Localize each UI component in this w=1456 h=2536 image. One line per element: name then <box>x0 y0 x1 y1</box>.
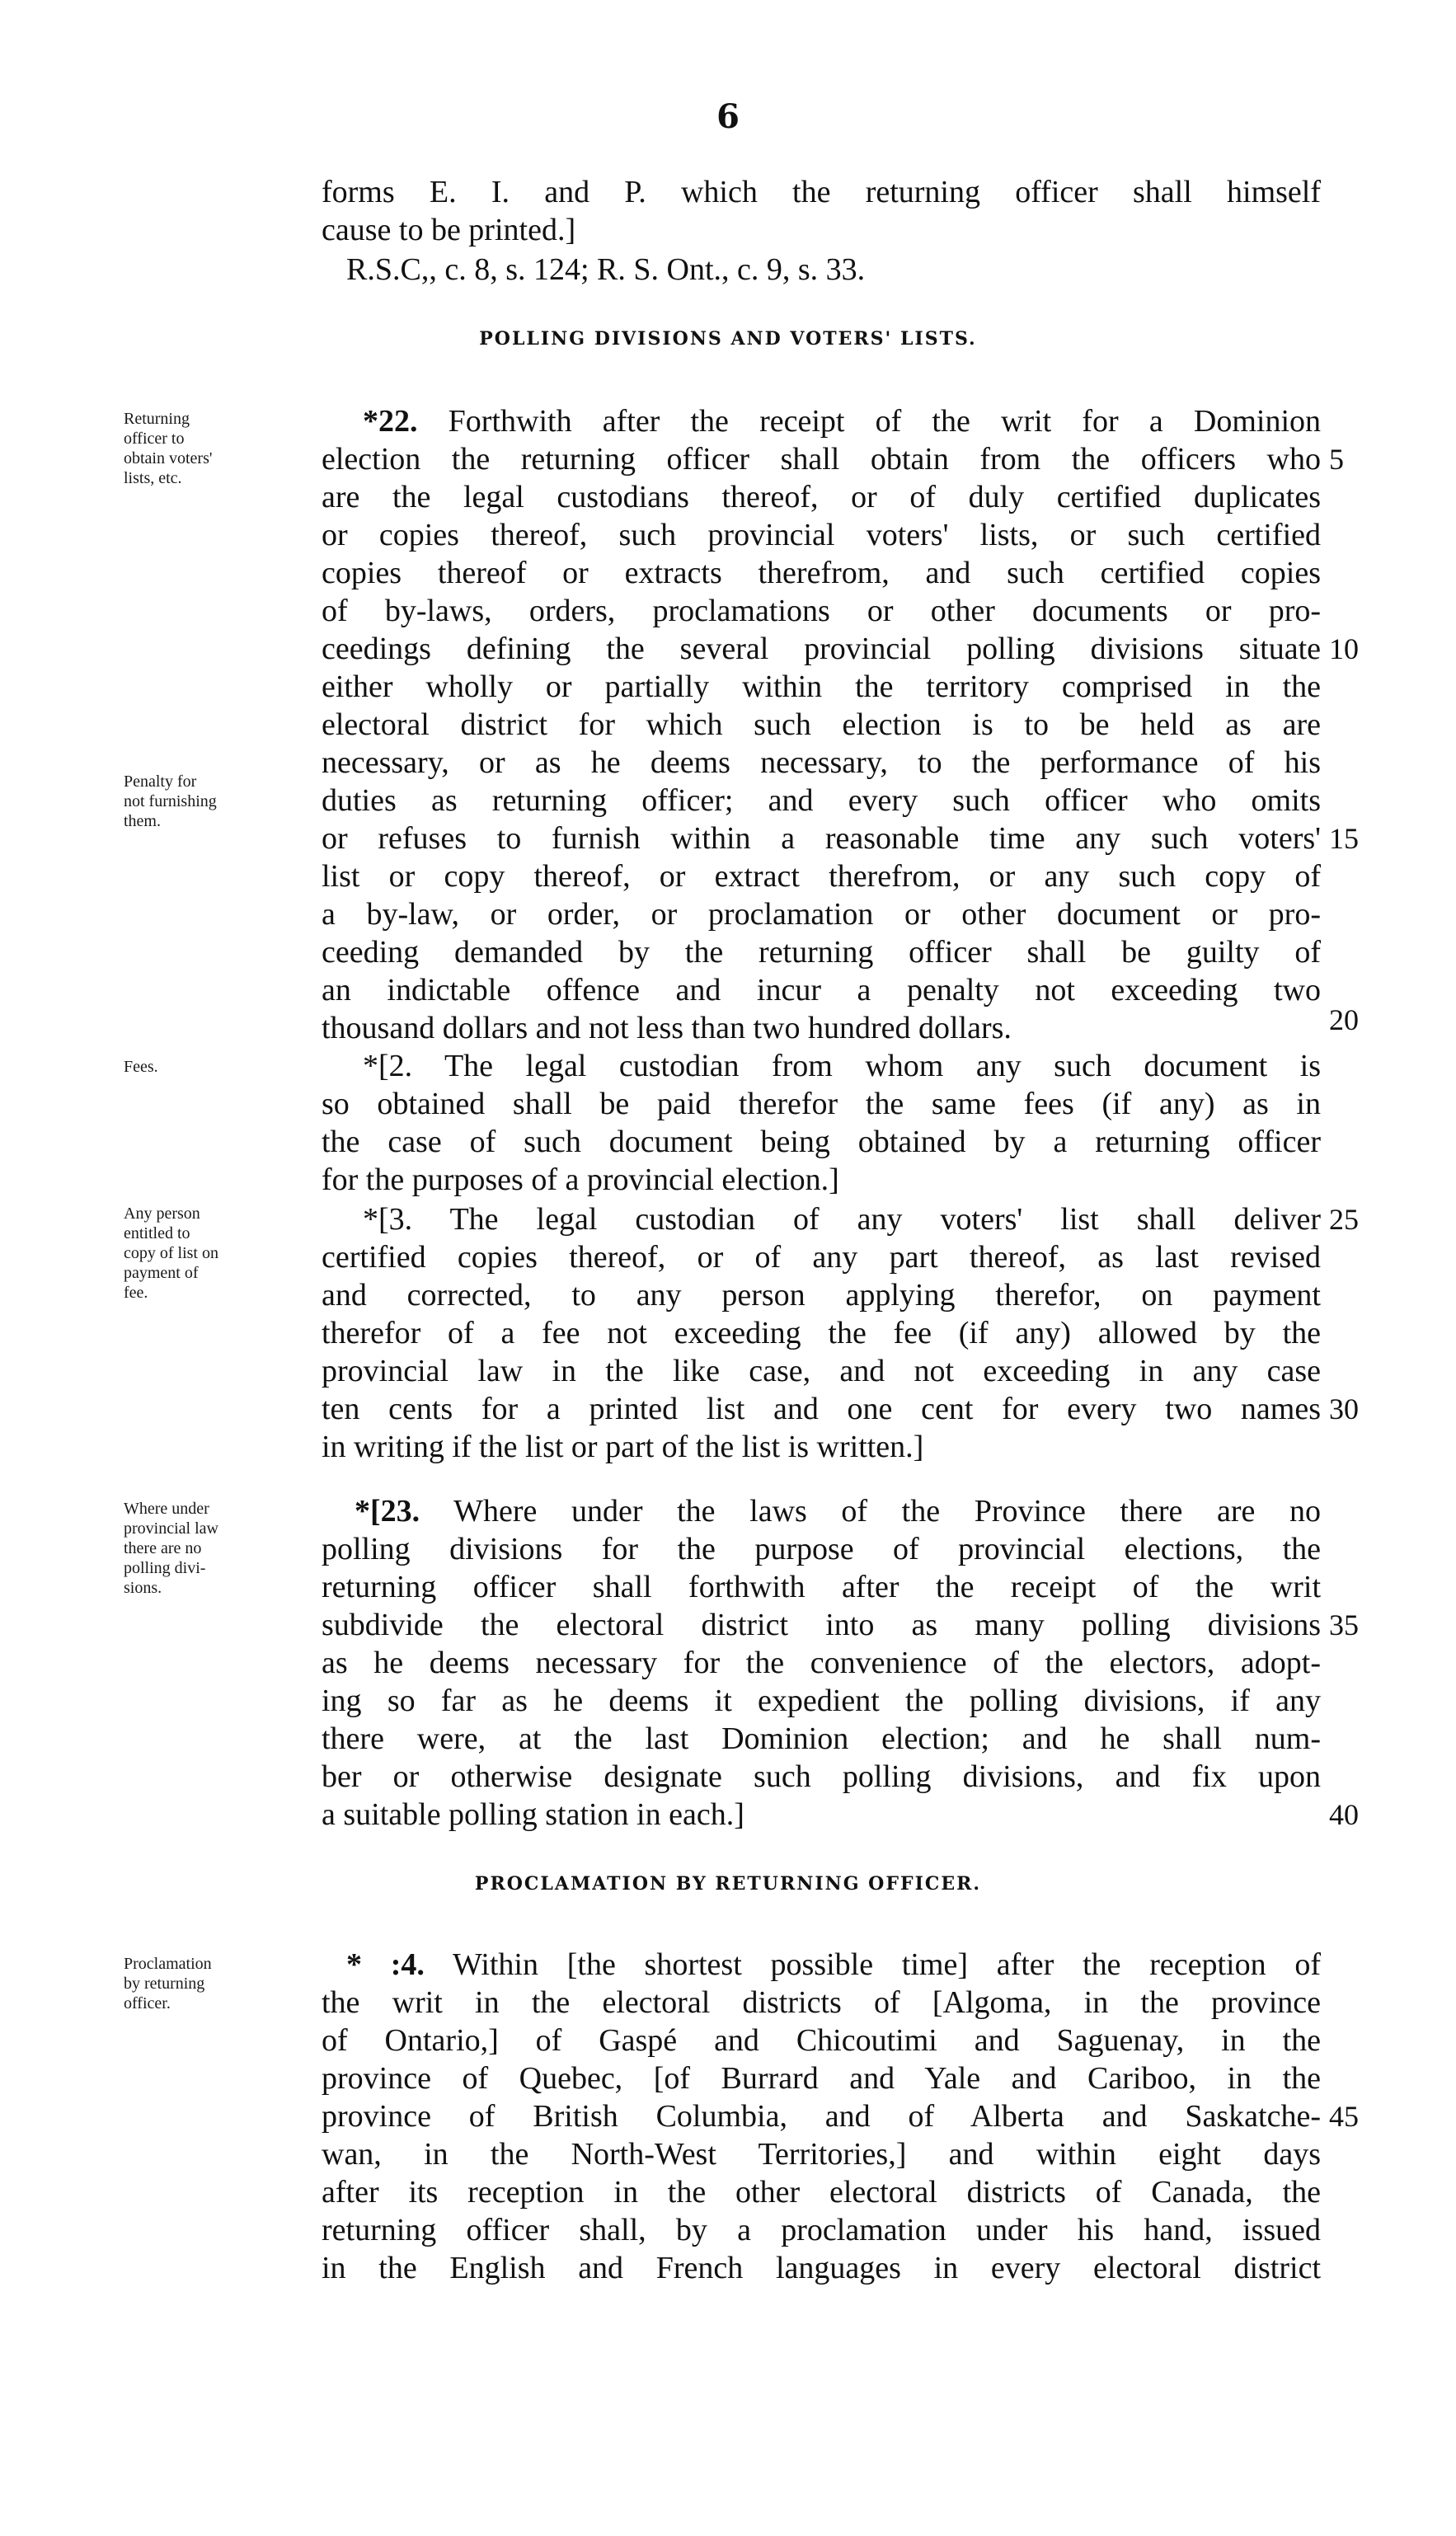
margin-note-penalty <box>124 772 313 831</box>
margin-note-line: fee. <box>124 1284 148 1302</box>
margin-note-returning-officer <box>124 409 313 488</box>
line-number: 25 <box>1329 1203 1359 1236</box>
margin-note-line: payment of <box>124 1264 199 1282</box>
margin-note-line: lists, etc. <box>124 469 182 487</box>
section-24-line: the writ in the electoral districts of [Algoma, in the province <box>322 1985 1321 2020</box>
section-22-text: Forthwith after the receipt of the writ for a Dominion <box>448 404 1322 439</box>
margin-note-line: them. <box>124 812 161 830</box>
subsection-3-line: ten cents for a printed list and one cent for every two names <box>322 1392 1321 1426</box>
subsection-2-line: *[2. The legal custodian from whom any such document is <box>363 1049 1321 1083</box>
section-22-line: duties as returning officer; and every such officer who omits <box>322 783 1321 818</box>
section-23-mark: *[23. <box>355 1494 420 1529</box>
section-23-line: subdivide the electoral district into as many polling divisions <box>322 1608 1321 1642</box>
margin-note-line: entitled to <box>124 1224 190 1242</box>
margin-note-line: officer to <box>124 430 185 448</box>
intro-line: cause to be printed.] <box>322 213 576 247</box>
section-24-line: after its reception in the other electoral districts of Canada, the <box>322 2175 1321 2210</box>
margin-note-fees <box>124 1057 313 1077</box>
subsection-3-line: certified copies thereof, or of any part thereof, as last revised <box>322 1240 1321 1275</box>
line-number: 20 <box>1329 1003 1359 1036</box>
margin-note-line: not furnishing <box>124 792 217 810</box>
margin-note-line: Returning <box>124 410 190 428</box>
margin-note-where-under <box>124 1499 313 1598</box>
section-22-line: either wholly or partially within the territory comprised in the <box>322 669 1321 704</box>
section-22-line: or refuses to furnish within a reasonable time any such voters' <box>322 821 1321 856</box>
section-23-line: ber or otherwise designate such polling divisions, and fix upon <box>322 1759 1321 1794</box>
margin-note-line: Where under <box>124 1500 209 1518</box>
section-23-line: ing so far as he deems it expedient the polling divisions, if any <box>322 1684 1321 1718</box>
section-22-line: election the returning officer shall obtain from the officers who <box>322 442 1321 477</box>
section-22-line: an indictable offence and incur a penalty not exceeding two <box>322 973 1321 1007</box>
section-22-line: a by-law, or order, or proclamation or other document or pro- <box>322 897 1321 932</box>
section-24-line: in the English and French languages in every electoral district <box>322 2251 1321 2285</box>
line-number: 15 <box>1329 822 1359 855</box>
section-23-line: a suitable polling station in each.] <box>322 1797 744 1832</box>
section-22-line-1 <box>363 402 1321 440</box>
section-23-line: returning officer shall forthwith after the receipt of the writ <box>322 1570 1321 1604</box>
section-22-line: ceeding demanded by the returning officer shall be guilty of <box>322 935 1321 970</box>
margin-note-line: sions. <box>124 1579 162 1597</box>
margin-note-line: officer. <box>124 1994 171 2012</box>
section-23-line-1 <box>355 1492 1321 1530</box>
section-22-line: or copies thereof, such provincial voters' lists, or such certified <box>322 518 1321 552</box>
section-22-line: of by-laws, orders, proclamations or other documents or pro- <box>322 594 1321 628</box>
margin-note-line: copy of list on <box>124 1244 218 1262</box>
margin-note-line: Any person <box>124 1205 200 1223</box>
section-24-line: of Ontario,] of Gaspé and Chicoutimi and Saguenay, in the <box>322 2023 1321 2058</box>
section-23-line: as he deems necessary for the convenience of the electors, adopt- <box>322 1646 1321 1680</box>
intro-citation: R.S.C,, c. 8, s. 124; R. S. Ont., c. 9, s. 33. <box>346 252 866 287</box>
section-24-line: province of Quebec, [of Burrard and Yale and Cariboo, in the <box>322 2061 1321 2096</box>
margin-note-any-person <box>124 1204 313 1303</box>
margin-note-line: Proclamation <box>124 1955 212 1973</box>
section-22-line: necessary, or as he deems necessary, to the performance of his <box>322 745 1321 780</box>
section-24-line: wan, in the North-West Territories,] and within eight days <box>322 2137 1321 2172</box>
subsection-3-line: provincial law in the like case, and not exceeding in any case <box>322 1354 1321 1388</box>
line-number: 5 <box>1329 443 1344 476</box>
margin-note-line: Penalty for <box>124 773 197 791</box>
section-22-mark: *22. <box>363 404 418 439</box>
line-number: 30 <box>1329 1392 1359 1425</box>
margin-note-line: polling divi- <box>124 1559 206 1577</box>
section-22-line: copies thereof or extracts therefrom, and such certified copies <box>322 556 1321 590</box>
subsection-3-line: and corrected, to any person applying therefor, on payment <box>322 1278 1321 1313</box>
page-number: 6 <box>716 97 740 136</box>
heading-polling-divisions: POLLING DIVISIONS AND VOTERS' LISTS. <box>479 328 977 350</box>
section-22-line: ceedings defining the several provincial polling divisions situate <box>322 632 1321 666</box>
margin-note-line: provincial law <box>124 1519 218 1538</box>
section-22-line: are the legal custodians thereof, or of duly certified duplicates <box>322 480 1321 514</box>
section-22-line: list or copy thereof, or extract therefrom, or any such copy of <box>322 859 1321 894</box>
margin-note-line: by returning <box>124 1975 205 1993</box>
section-24-line: returning officer shall, by a proclamation under his hand, issued <box>322 2213 1321 2247</box>
margin-note-line: there are no <box>124 1539 202 1557</box>
section-22-line: thousand dollars and not less than two hundred dollars. <box>322 1011 1012 1045</box>
line-number: 45 <box>1329 2100 1359 2133</box>
line-number: 10 <box>1329 632 1359 665</box>
line-number: 40 <box>1329 1798 1359 1831</box>
margin-note-line: Fees. <box>124 1058 158 1076</box>
line-number: 35 <box>1329 1608 1359 1641</box>
subsection-3-line: *[3. The legal custodian of any voters' list shall deliver <box>363 1202 1321 1237</box>
subsection-3-line: therefor of a fee not exceeding the fee (if any) allowed by the <box>322 1316 1321 1350</box>
intro-line: forms E. I. and P. which the returning officer shall himself <box>322 175 1321 209</box>
margin-note-line: obtain voters' <box>124 449 213 467</box>
section-23-line: there were, at the last Dominion election; and he shall num- <box>322 1721 1321 1756</box>
section-24-text: Within [the shortest possible time] after the reception of <box>452 1947 1321 1982</box>
section-24-line-1 <box>346 1946 1321 1984</box>
section-24-line: province of British Columbia, and of Alberta and Saskatche- <box>322 2099 1321 2134</box>
heading-proclamation: PROCLAMATION BY RETURNING OFFICER. <box>474 1873 982 1895</box>
subsection-2-line: so obtained shall be paid therefor the same fees (if any) as in <box>322 1087 1321 1121</box>
subsection-3-line: in writing if the list or part of the list is written.] <box>322 1430 924 1464</box>
section-22-line: electoral district for which such election is to be held as are <box>322 707 1321 742</box>
subsection-2-line: the case of such document being obtained by a returning officer <box>322 1125 1321 1159</box>
section-23-text: Where under the laws of the Province there are no <box>453 1494 1321 1529</box>
subsection-2-line: for the purposes of a provincial election.] <box>322 1162 839 1197</box>
margin-note-proclamation <box>124 1954 313 2013</box>
section-24-mark: * :4. <box>346 1947 425 1982</box>
section-23-line: polling divisions for the purpose of provincial elections, the <box>322 1532 1321 1566</box>
